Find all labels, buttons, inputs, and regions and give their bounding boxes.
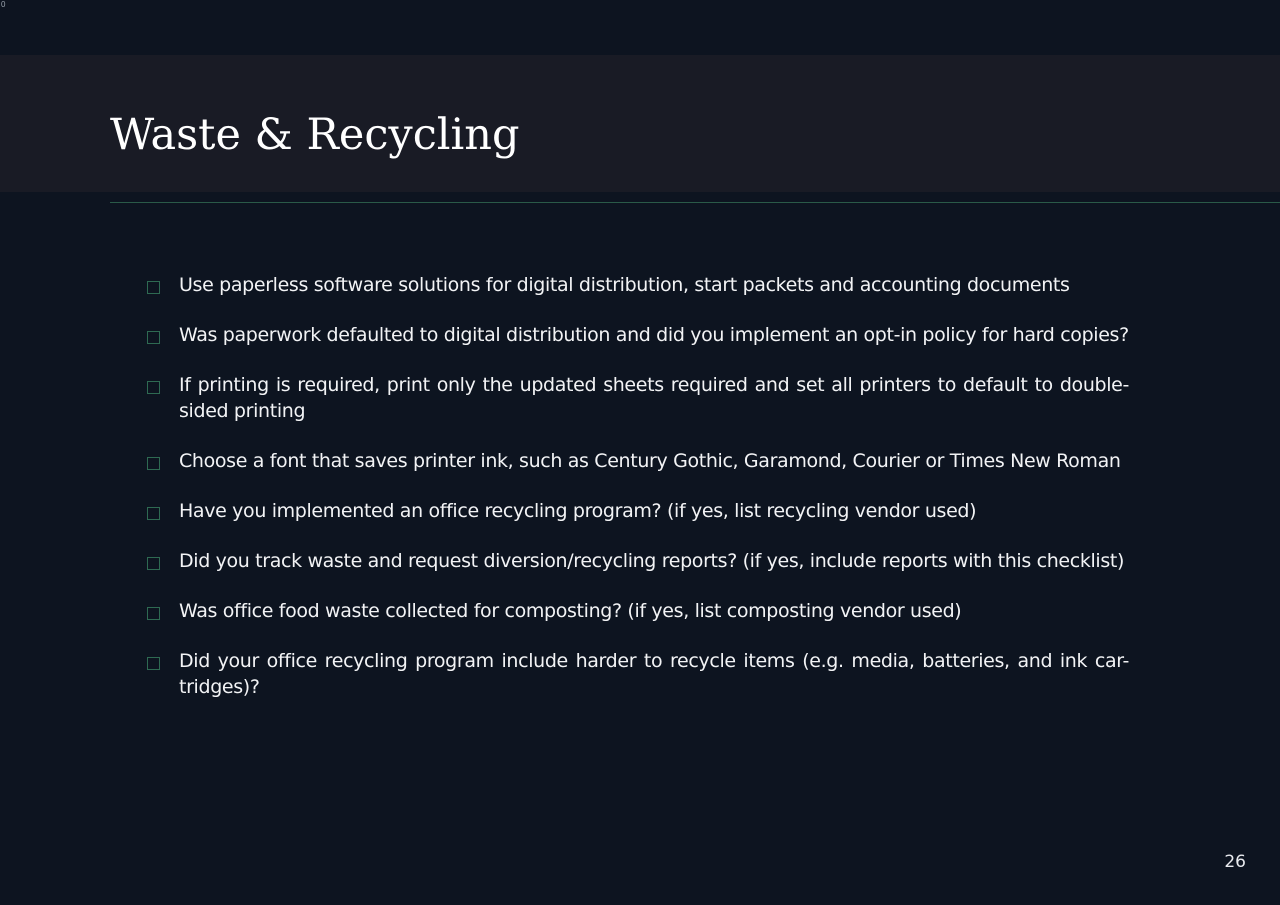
page-number: 26 bbox=[1224, 852, 1246, 872]
checkbox[interactable] bbox=[147, 657, 160, 670]
checklist-item bbox=[147, 498, 1129, 524]
checklist-item-text: Have you implemented an office recycling program? (if yes, list recycling vendor used) bbox=[179, 500, 977, 522]
checklist bbox=[147, 272, 1129, 724]
checkbox[interactable] bbox=[147, 457, 160, 470]
checklist-item bbox=[147, 448, 1129, 474]
checklist-item-text: If printing is required, print only the updated sheets required and set all printers to default to double-sided printing bbox=[179, 374, 1129, 422]
checklist-item bbox=[147, 648, 1129, 700]
checkbox[interactable] bbox=[147, 607, 160, 620]
checklist-item-text: Choose a font that saves printer ink, such as Century Gothic, Garamond, Courier or Times New Roman bbox=[179, 450, 1121, 472]
checkbox[interactable] bbox=[147, 557, 160, 570]
checklist-item-text: Was office food waste collected for composting? (if yes, list composting vendor used) bbox=[179, 600, 962, 622]
checklist-item bbox=[147, 548, 1129, 574]
title-divider bbox=[110, 202, 1280, 203]
checklist-item bbox=[147, 272, 1129, 298]
checkbox[interactable] bbox=[147, 507, 160, 520]
checklist-item bbox=[147, 598, 1129, 624]
checklist-item bbox=[147, 322, 1129, 348]
corner-mark: 0 bbox=[1, 0, 6, 9]
checkbox[interactable] bbox=[147, 331, 160, 344]
checklist-item-text: Use paperless software solutions for digital distribution, start packets and accounting documents bbox=[179, 274, 1070, 296]
page-title: Waste & Recycling bbox=[110, 110, 520, 160]
checklist-item-text: Was paperwork defaulted to digital distribution and did you implement an opt-in policy for hard copies? bbox=[179, 324, 1129, 346]
checklist-item-text: Did your office recycling program include harder to recycle items (e.g. media, batteries, and ink car-tridges)? bbox=[179, 650, 1129, 698]
checklist-item-text: Did you track waste and request diversion/recycling reports? (if yes, include reports with this checklist) bbox=[179, 550, 1125, 572]
checkbox[interactable] bbox=[147, 281, 160, 294]
checklist-item bbox=[147, 372, 1129, 424]
checkbox[interactable] bbox=[147, 381, 160, 394]
